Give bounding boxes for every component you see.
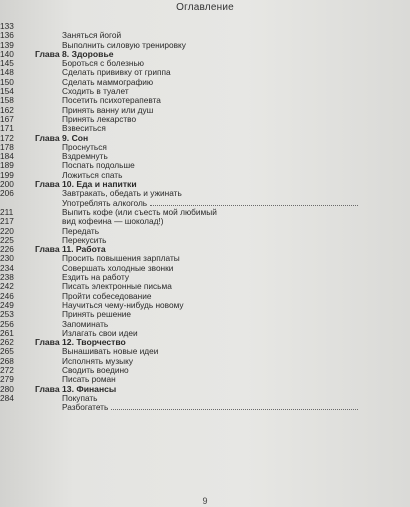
page-ref: 256 (0, 318, 14, 329)
entry-title: Завтракать, обедать и ужинать (62, 188, 182, 199)
page-ref: 133 (0, 21, 14, 31)
entry-title: Сделать прививку от гриппа (62, 67, 171, 78)
page-ref: 225 (0, 234, 14, 245)
entry-title: Разбогатеть (62, 402, 109, 413)
entry-title: Исполнять музыку (62, 355, 133, 366)
page-ref: 226 (0, 244, 14, 255)
page-number: 9 (202, 496, 208, 506)
entry-title: Совершать холодные звонки (62, 262, 174, 273)
page-ref: 206 (0, 188, 14, 199)
entry-title: Ездить на работу (62, 272, 130, 283)
table-of-contents (0, 22, 410, 412)
entry-title: Просить повышения зарплаты (62, 253, 180, 264)
entry-title: Вздремнуть (62, 151, 108, 162)
page-ref: 220 (0, 225, 14, 236)
entry-title: Принять решение (62, 309, 132, 320)
chapter-title: Глава 9. Сон (35, 132, 89, 143)
page-ref: 246 (0, 290, 14, 301)
page-title: Оглавление (176, 2, 234, 13)
page-ref: 242 (0, 281, 14, 292)
entry-title: Пройти собеседование (62, 290, 152, 301)
chapter-title: Глава 8. Здоровье (35, 48, 114, 59)
page-ref: 238 (0, 272, 14, 283)
entry-title: Научиться чему-нибудь новому (62, 299, 184, 310)
page-ref: 171 (0, 123, 14, 134)
page-ref: 162 (0, 104, 14, 115)
page-ref: 199 (0, 169, 14, 180)
page-ref: 249 (0, 299, 14, 310)
entry-title: Сделать маммографию (62, 76, 154, 87)
page-ref: 211 (0, 206, 14, 217)
page-ref: 148 (0, 67, 14, 78)
page-ref: 184 (0, 151, 14, 162)
entry-title: Выполнить силовую тренировку (62, 39, 186, 50)
page-ref: 284 (0, 392, 14, 403)
page-ref: 139 (0, 39, 14, 50)
page-ref: 158 (0, 95, 14, 106)
page-ref: 234 (0, 262, 14, 273)
page-ref: 262 (0, 337, 14, 348)
entry-title: Бороться с болезнью (62, 58, 145, 69)
leader-dots (111, 409, 358, 410)
chapter-title: Глава 10. Еда и напитки (35, 179, 137, 190)
page-ref: 200 (0, 179, 14, 190)
page-ref: 253 (0, 309, 14, 320)
page-ref: 154 (0, 86, 14, 97)
page-ref: 280 (0, 383, 14, 394)
page-ref: 261 (0, 327, 14, 338)
toc-entry-row (0, 403, 410, 412)
page-ref: 189 (0, 160, 14, 171)
entry-title: Писать роман (62, 374, 116, 385)
page-ref: 172 (0, 132, 14, 143)
entry-title: Взвеситься (62, 123, 106, 134)
chapter-title: Глава 11. Работа (35, 244, 106, 255)
leader-dots (150, 205, 358, 206)
entry-title: вид кофеина — шоколад!) (62, 216, 164, 227)
entry-title: Излагать свои идеи (62, 327, 138, 338)
entry-title: Проснуться (62, 141, 107, 152)
entry-title: Употреблять алкоголь (62, 197, 148, 208)
entry-title: Перекусить (62, 234, 107, 245)
page-ref: 265 (0, 346, 14, 357)
entry-title: Писать электронные письма (62, 281, 172, 292)
entry-title: Покупать (62, 392, 98, 403)
entry-title: Передать (62, 225, 100, 236)
page-ref: 178 (0, 141, 14, 152)
chapter-title: Глава 13. Финансы (35, 383, 117, 394)
page-ref: 150 (0, 76, 14, 87)
entry-title: Посетить психотерапевта (62, 95, 161, 106)
entry-title: Ложиться спать (62, 169, 123, 180)
entry-title: Принять ванну или душ (62, 104, 154, 115)
chapter-title: Глава 12. Творчество (35, 337, 126, 348)
entry-title: Выпить кофе (или съесть мой любимый (62, 206, 217, 217)
page-ref: 272 (0, 364, 14, 375)
entry-title: Принять лекарство (62, 113, 137, 124)
page-ref: 167 (0, 113, 14, 124)
page-ref: 140 (0, 48, 14, 59)
entry-title: Запоминать (62, 318, 109, 329)
page-ref: 268 (0, 355, 14, 366)
page-ref: 145 (0, 58, 14, 69)
page-ref: 230 (0, 253, 14, 264)
page-ref: 136 (0, 30, 14, 41)
entry-title: Сходить в туалет (62, 86, 129, 97)
page-ref: 217 (0, 216, 14, 227)
page-ref: 279 (0, 374, 14, 385)
entry-title: Вынашивать новые идеи (62, 346, 159, 357)
entry-title: Сводить воедино (62, 364, 129, 375)
entry-title: Заняться йогой (62, 30, 122, 41)
entry-title: Поспать подольше (62, 160, 135, 171)
